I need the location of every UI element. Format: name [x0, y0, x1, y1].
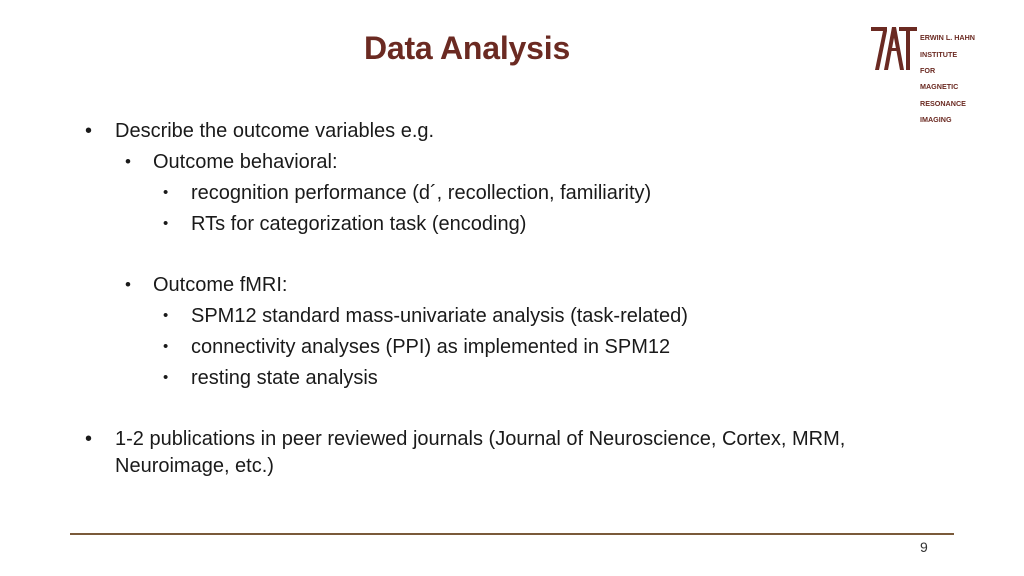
bullet-resting-state — [163, 366, 378, 390]
bullet-spm12-analysis — [163, 304, 688, 328]
bullet-recognition-performance — [163, 181, 652, 205]
bullet-text: SPM12 standard mass-univariate analysis (task-related) — [191, 305, 688, 327]
logo-line: RESONANCE — [920, 98, 966, 108]
bullet-outcome-fmri — [125, 273, 288, 297]
bullet-dot: • — [85, 428, 93, 450]
bullet-dot: • — [163, 369, 169, 386]
bullet-dot: • — [125, 152, 131, 171]
bullet-text: RTs for categorization task (encoding) — [191, 213, 527, 235]
logo-mark-icon — [870, 24, 918, 72]
bullet-connectivity-analyses — [163, 335, 671, 359]
page-number: 9 — [920, 539, 928, 555]
bullet-text: 1-2 publications in peer reviewed journals (Journal of Neuroscience, Cortex, MRM, — [115, 428, 846, 450]
bullet-text: Neuroimage, etc.) — [115, 455, 274, 477]
bullet-outcome-behavioral — [125, 150, 338, 174]
bullet-dot: • — [163, 307, 169, 324]
bullet-dot: • — [125, 275, 131, 294]
logo-line: FOR — [920, 66, 936, 76]
bullet-dot: • — [163, 215, 169, 232]
bullet-text: Outcome behavioral: — [153, 151, 338, 173]
bullet-text: resting state analysis — [191, 367, 378, 389]
logo-line: INSTITUTE — [920, 49, 958, 59]
bullet-text: recognition performance (d´, recollection, familiarity) — [191, 182, 652, 204]
bullet-rts-categorization — [163, 212, 527, 236]
bullet-text: connectivity analyses (PPI) as implemented in SPM12 — [191, 336, 671, 358]
logo-line: ERWIN L. HAHN — [920, 33, 975, 43]
logo-text — [920, 26, 975, 133]
bullet-dot: • — [85, 120, 93, 142]
logo-line: MAGNETIC — [920, 82, 959, 92]
slide-title: Data Analysis — [363, 30, 571, 66]
bullet-publications — [85, 427, 846, 451]
bullet-dot: • — [163, 338, 169, 355]
bullet-outcome-variables — [85, 119, 435, 143]
footer-divider — [70, 533, 954, 535]
bullet-text: Outcome fMRI: — [153, 274, 288, 296]
bullet-dot: • — [163, 184, 169, 201]
bullet-publications-continued — [115, 454, 274, 478]
bullet-text: Describe the outcome variables e.g. — [115, 120, 435, 142]
logo-line: IMAGING — [920, 115, 952, 125]
institute-logo — [870, 24, 980, 125]
